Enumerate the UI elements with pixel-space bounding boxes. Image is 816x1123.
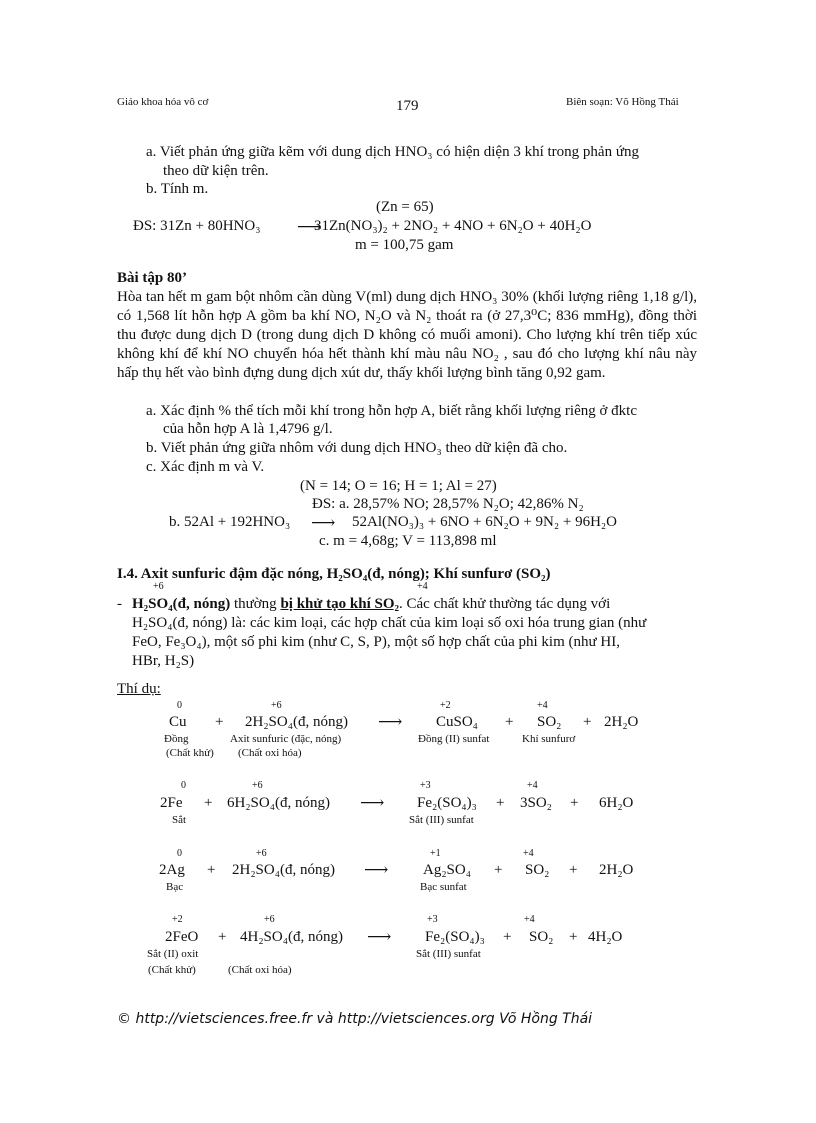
oxidation-number: +2 (440, 700, 451, 711)
prev-item-a-cont: theo dữ kiện trên. (163, 163, 269, 179)
reactant: 2Fe (160, 795, 183, 811)
section-line: HBr, H₂S) (132, 653, 195, 669)
lead-rest: . Các chất khử thường tác dụng với (399, 596, 611, 612)
arrow-icon: ⟶ (297, 217, 322, 236)
species-name: Axit sunfuric (đặc, nóng) (230, 733, 342, 745)
species-name: Sắt (II) oxit (147, 948, 199, 960)
product: 4H₂O (588, 929, 623, 945)
lead-bold: H₂SO₄(đ, nóng) (132, 596, 231, 612)
species-name: Bạc sunfat (420, 881, 467, 893)
species-name: Bạc (166, 881, 184, 893)
product: CuSO₄ (436, 714, 478, 730)
page-number: 179 (396, 98, 419, 114)
oxidation-number: +4 (527, 780, 538, 791)
footer-credit: © http://vietsciences.free.fr và http://vietsciences.org Võ Hồng Thái (117, 1011, 593, 1027)
species-name: Sắt (172, 814, 187, 826)
oxidation-number: +4 (417, 581, 428, 592)
prev-item-b: b. Tính m. (146, 181, 209, 197)
plus-sign: + (503, 929, 512, 945)
oxidation-number: +6 (271, 700, 282, 711)
product: 2H₂O (604, 714, 639, 730)
section-line: FeO, Fe₃O₄), một số phi kim (như C, S, P), một số hợp chất của phi kim (như HI, (132, 634, 620, 650)
prev-answer-right: 31Zn(NO₃)₂ + 2NO₂ + 4NO + 6N₂O + 40H₂O (314, 218, 592, 234)
reactant: Cu (169, 714, 187, 730)
oxidation-number: +6 (264, 914, 275, 925)
exercise-answer-a: ĐS: a. 28,57% NO; 28,57% N₂O; 42,86% N₂ (312, 496, 584, 512)
plus-sign: + (204, 795, 213, 811)
plus-sign: + (218, 929, 227, 945)
oxidation-number: +3 (420, 780, 431, 791)
oxidation-number: +4 (537, 700, 548, 711)
exercise-item-a-cont: của hỗn hợp A là 1,4796 g/l. (163, 421, 333, 437)
arrow-icon: ⟶ (378, 712, 403, 731)
plus-sign: + (570, 795, 579, 811)
exercise-answer-c: c. m = 4,68g; V = 113,898 ml (319, 533, 497, 549)
reactant: 2H₂SO₄(đ, nóng) (245, 714, 348, 730)
oxidation-number: 0 (177, 700, 182, 711)
oxidation-number: 0 (181, 780, 186, 791)
plus-sign: + (496, 795, 505, 811)
oxidation-number: 0 (177, 848, 182, 859)
header-right: Biên soạn: Võ Hồng Thái (566, 96, 679, 108)
oxidation-number: +2 (172, 914, 183, 925)
plus-sign: + (215, 714, 224, 730)
arrow-icon: ⟶ (367, 927, 392, 946)
reactant: 2H₂SO₄(đ, nóng) (232, 862, 335, 878)
product: 3SO₂ (520, 795, 552, 811)
lead-mid: thường (230, 596, 281, 612)
exercise-title: Bài tập 80’ (117, 270, 188, 286)
product: Fe₂(SO₄)₃ (425, 929, 485, 945)
arrow-icon: ⟶ (311, 513, 336, 532)
oxidation-number: +4 (523, 848, 534, 859)
section-lead (132, 595, 610, 614)
section-line: H₂SO₄(đ, nóng) là: các kim loại, các hợp chất của kim loại số oxi hóa trung gian (như (132, 615, 647, 631)
reactant: 2Ag (159, 862, 185, 878)
product: SO₂ (525, 862, 550, 878)
plus-sign: + (583, 714, 592, 730)
plus-sign: + (569, 862, 578, 878)
oxidation-number: +6 (252, 780, 263, 791)
species-name: Sắt (III) sunfat (409, 814, 474, 826)
prev-answer-left: ĐS: 31Zn + 80HNO₃ (133, 218, 261, 234)
examples-label: Thí dụ: (117, 681, 161, 697)
species-name: Đồng (II) sunfat (418, 733, 490, 745)
plus-sign: + (505, 714, 514, 730)
role-label: (Chất khử) (166, 747, 214, 759)
oxidation-number: +3 (427, 914, 438, 925)
species-name: Sắt (III) sunfat (416, 948, 481, 960)
product: SO₂ (529, 929, 554, 945)
oxidation-number: +6 (153, 581, 164, 592)
product: SO₂ (537, 714, 562, 730)
arrow-icon: ⟶ (364, 860, 389, 879)
oxidation-number: +6 (256, 848, 267, 859)
plus-sign: + (494, 862, 503, 878)
exercise-atomic: (N = 14; O = 16; H = 1; Al = 27) (300, 478, 497, 494)
reactant: 4H₂SO₄(đ, nóng) (240, 929, 343, 945)
reactant: 2FeO (165, 929, 199, 945)
exercise-item-a: a. Xác định % thể tích mỗi khí trong hỗn hợp A, biết rằng khối lượng riêng ở đktc (146, 403, 638, 419)
role-label: (Chất oxi hóa) (228, 964, 292, 976)
arrow-icon: ⟶ (360, 793, 385, 812)
product: 6H₂O (599, 795, 634, 811)
oxidation-number: +1 (430, 848, 441, 859)
reactant: 6H₂SO₄(đ, nóng) (227, 795, 330, 811)
exercise-item-c: c. Xác định m và V. (146, 459, 265, 475)
prev-answer-m: m = 100,75 gam (355, 237, 454, 253)
exercise-answer-b-right: 52Al(NO₃)₃ + 6NO + 6N₂O + 9N₂ + 96H₂O (352, 514, 617, 530)
plus-sign: + (569, 929, 578, 945)
plus-sign: + (207, 862, 216, 878)
role-label: (Chất oxi hóa) (238, 747, 302, 759)
prev-item-a: a. Viết phản ứng giữa kẽm với dung dịch HNO₃ có hiện diện 3 khí trong phản ứng (146, 144, 639, 160)
lead-bold-2: bị khử tạo khí SO₂ (280, 596, 399, 612)
species-name: Đồng (164, 733, 189, 745)
header-left: Giáo khoa hóa vô cơ (117, 96, 209, 108)
species-name: Khí sunfurơ (522, 733, 576, 745)
product: Fe₂(SO₄)₃ (417, 795, 477, 811)
oxidation-number: +4 (524, 914, 535, 925)
prev-atomic-mass: (Zn = 65) (376, 199, 434, 215)
product: 2H₂O (599, 862, 634, 878)
exercise-answer-b-left: b. 52Al + 192HNO₃ (169, 514, 291, 530)
bullet: - (117, 596, 122, 612)
exercise-body: Hòa tan hết m gam bột nhôm cần dùng V(ml) dung dịch HNO₃ 30% (khối lượng riêng 1,18 g/l), có 1,568 lít hỗn hợp A gồm ba khí NO, N₂O và N₂ thoát ra (ở 27,3⁰C; 836 mmHg), đồng thời thu được dung dịch D (trong dung dịch D không có muối amoni). Cho lượng khí trên tiếp xúc không khí để khí NO chuyển hóa hết thành khí màu nâu NO₂ , sau đó cho lượng khí nâu này hấp thụ hết vào bình đựng dung dịch xút dư, thấy khối lượng bình tăng 0,92 gam. (117, 289, 697, 381)
role-label: (Chất khử) (148, 964, 196, 976)
product: Ag₂SO₄ (423, 862, 471, 878)
section-heading: I.4. Axit sunfuric đậm đặc nóng, H₂SO₄(đ, nóng); Khí sunfurơ (SO₂) (117, 566, 551, 582)
exercise-item-b: b. Viết phản ứng giữa nhôm với dung dịch HNO₃ theo dữ kiện đã cho. (146, 440, 568, 456)
